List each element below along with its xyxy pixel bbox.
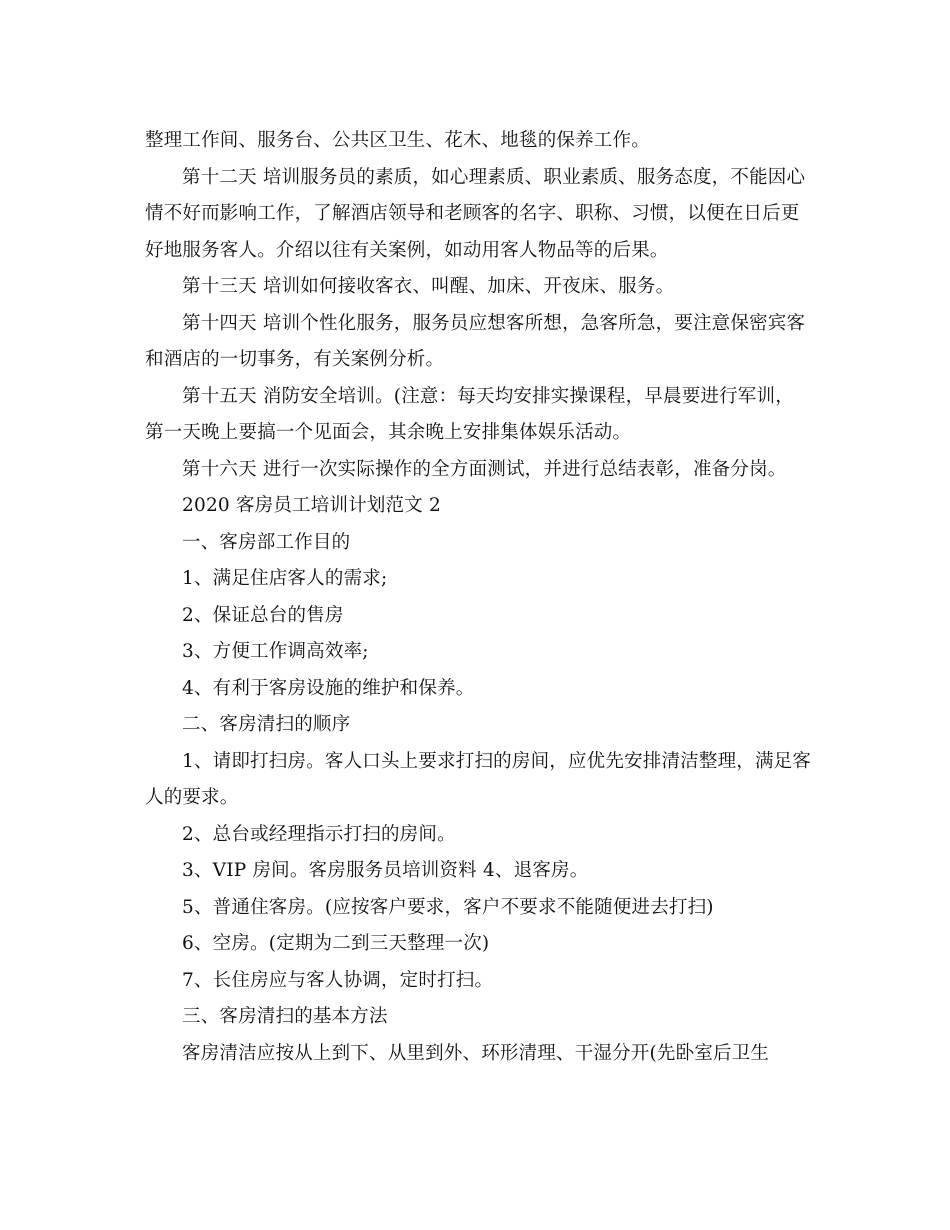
section-title: 2020 客房员工培训计划范文 2 bbox=[182, 495, 442, 516]
heading: 一、客房部工作目的 bbox=[182, 531, 351, 553]
list-item: 3、方便工作调高效率; bbox=[182, 641, 369, 662]
list-item: 1、请即打扫房。客人口头上要求打扫的房间，应优先安排清洁整理，满足客 bbox=[182, 750, 812, 772]
list-item: 2、总台或经理指示打扫的房间。 bbox=[182, 823, 456, 845]
text-line: 第十二天 培训服务员的素质，如心理素质、职业素质、服务态度，不能因心 bbox=[182, 166, 806, 188]
text-line: 客房清洁应按从上到下、从里到外、环形清理、干湿分开(先卧室后卫生 bbox=[182, 1042, 770, 1064]
text-line: 人的要求。 bbox=[145, 787, 239, 808]
text-line: 第一天晚上要搞一个见面会，其余晚上安排集体娱乐活动。 bbox=[145, 422, 632, 443]
list-item: 3、VIP 房间。客房服务员培训资料 4、退客房。 bbox=[182, 860, 589, 881]
text-line: 第十四天 培训个性化服务，服务员应想客所想，急客所急，要注意保密宾客 bbox=[182, 312, 806, 334]
list-item: 2、保证总台的售房 bbox=[182, 604, 344, 626]
list-item: 6、空房。(定期为二到三天整理一次) bbox=[182, 933, 490, 954]
list-item: 5、普通住客房。(应按客户要求，客户不要求不能随便进去打扫) bbox=[182, 896, 714, 918]
text-line: 和酒店的一切事务，有关案例分析。 bbox=[145, 349, 445, 370]
text-line: 第十三天 培训如何接收客衣、叫醒、加床、开夜床、服务。 bbox=[182, 276, 675, 297]
heading: 二、客房清扫的顺序 bbox=[182, 714, 351, 735]
text-line: 第十五天 消防安全培训。(注意：每天均安排实操课程，早晨要进行军训， bbox=[182, 385, 794, 407]
text-line: 第十六天 进行一次实际操作的全方面测试，并进行总结表彰，准备分岗。 bbox=[182, 458, 787, 480]
heading: 三、客房清扫的基本方法 bbox=[182, 1006, 388, 1027]
text-line: 好地服务客人。介绍以往有关案例，如动用客人物品等的后果。 bbox=[145, 239, 669, 261]
list-item: 7、长住房应与客人协调，定时打扫。 bbox=[182, 969, 494, 991]
list-item: 4、有利于客房设施的维护和保养。 bbox=[182, 677, 475, 699]
list-item: 1、满足住店客人的需求; bbox=[182, 568, 388, 589]
text-line: 整理工作间、服务台、公共区卫生、花木、地毯的保养工作。 bbox=[145, 130, 650, 151]
text-line: 情不好而影响工作，了解酒店领导和老顾客的名字、职称、习惯，以便在日后更 bbox=[145, 203, 800, 224]
document-body bbox=[145, 123, 810, 1072]
